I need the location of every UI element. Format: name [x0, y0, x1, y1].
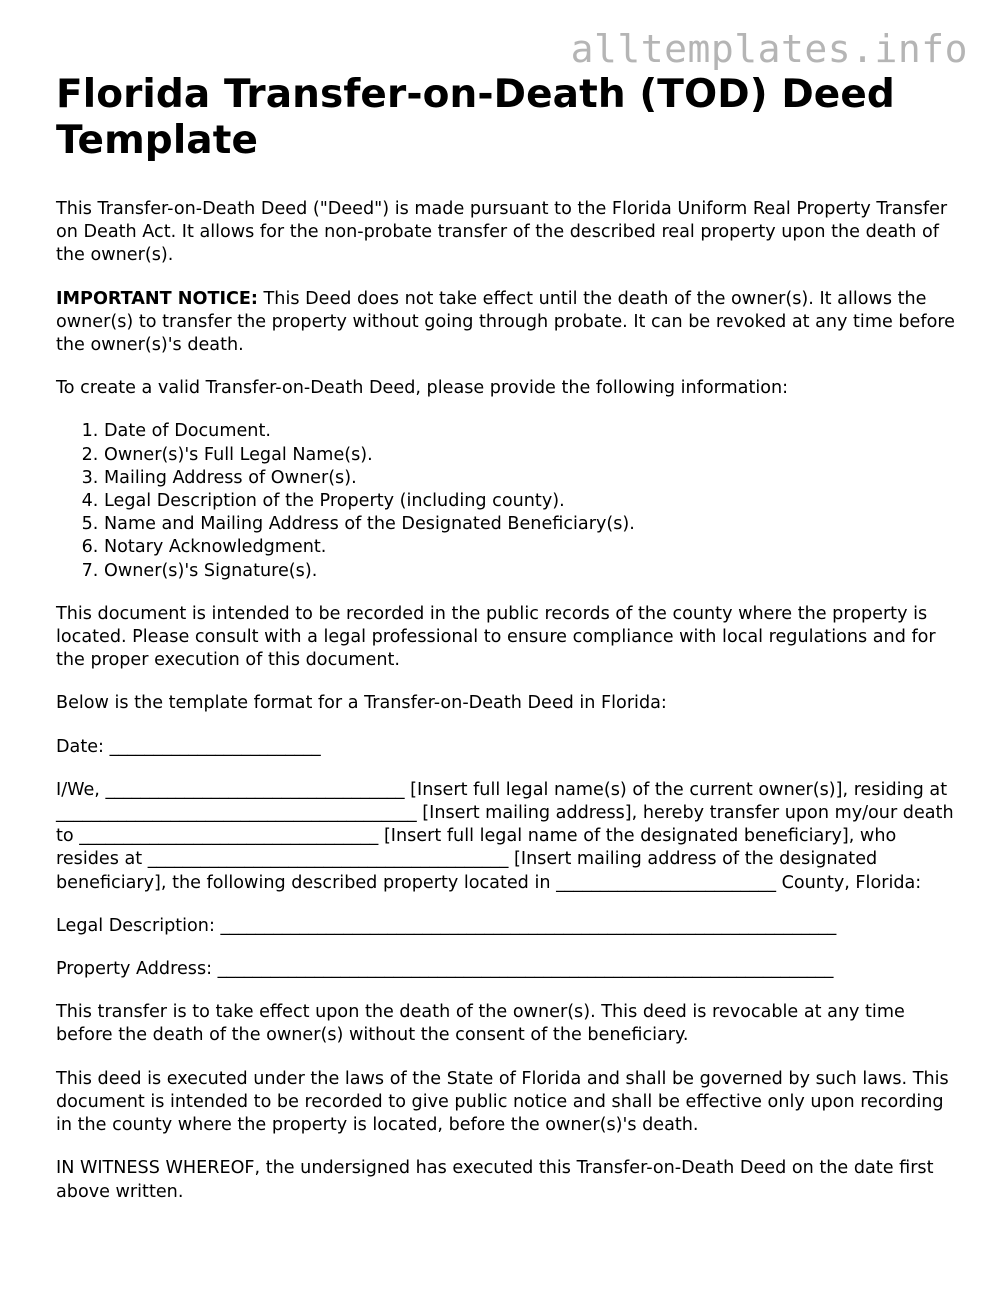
date-line: Date: ________________________: [56, 736, 321, 757]
list-item: 6. Notary Acknowledgment.: [104, 536, 956, 559]
document-page: [56, 72, 956, 1224]
notice-label: IMPORTANT NOTICE:: [56, 288, 258, 309]
watermark: alltemplates.info: [570, 27, 968, 71]
list-item: 4. Legal Description of the Property (including county).: [104, 490, 956, 513]
list-item: 3. Mailing Address of Owner(s).: [104, 467, 956, 490]
recording-note: This document is intended to be recorded in the public records of the county where the property is located. Please consult with a legal professional to ensure compliance with local regulations and for the proper execution of this document.: [56, 603, 936, 671]
intro-paragraph: This Transfer-on-Death Deed ("Deed") is made pursuant to the Florida Uniform Real Property Transfer on Death Act. It allows for the non-probate transfer of the described real property upon the death of the owner(s).: [56, 199, 948, 266]
requirements-list: [56, 420, 956, 582]
template-intro: Below is the template format for a Transfer-on-Death Deed in Florida:: [56, 693, 667, 714]
governing-clause: This deed is executed under the laws of the State of Florida and shall be governed by such laws. This document is intended to be recorded to give public notice and shall be effective only upon recording in the county where the property is located, before the owner(s)'s death.: [56, 1068, 949, 1136]
notice-text: This Deed does not take effect until the death of the owner(s). It allows the owner(s) to transfer the property without going through probate. It can be revoked at any time before the owner(s)'s death.: [56, 288, 955, 356]
legal-description-line: Legal Description: ______________________________________________________________________: [56, 915, 837, 936]
document-title: Florida Transfer-on-Death (TOD) Deed Template: [56, 72, 895, 163]
list-intro: To create a valid Transfer-on-Death Deed, please provide the following information:: [56, 378, 789, 399]
list-item: 1. Date of Document.: [104, 420, 956, 443]
effect-clause: This transfer is to take effect upon the death of the owner(s). This deed is revocable at any time before the death of the owner(s) without the consent of the beneficiary.: [56, 1002, 905, 1046]
list-item: 5. Name and Mailing Address of the Designated Beneficiary(s).: [104, 513, 956, 536]
list-item: 2. Owner(s)'s Full Legal Name(s).: [104, 444, 956, 467]
property-address-line: Property Address: ______________________________________________________________________: [56, 959, 834, 980]
witness-clause: IN WITNESS WHEREOF, the undersigned has executed this Transfer-on-Death Deed on the date first above written.: [56, 1158, 934, 1202]
transfer-clause: I/We, __________________________________ [Insert full legal name(s) of the current owner(s)], residing at _________________________________________ [Insert mailing address], hereby transfer upon my/our death to __________________________________ [Insert full legal name of the designated beneficiary], who resides at _________________________________________ [Insert mailing address of the designated beneficiary], the following described property located in _________________________ County, Florida:: [56, 779, 954, 893]
list-item: 7. Owner(s)'s Signature(s).: [104, 560, 956, 583]
important-notice: [56, 288, 956, 358]
